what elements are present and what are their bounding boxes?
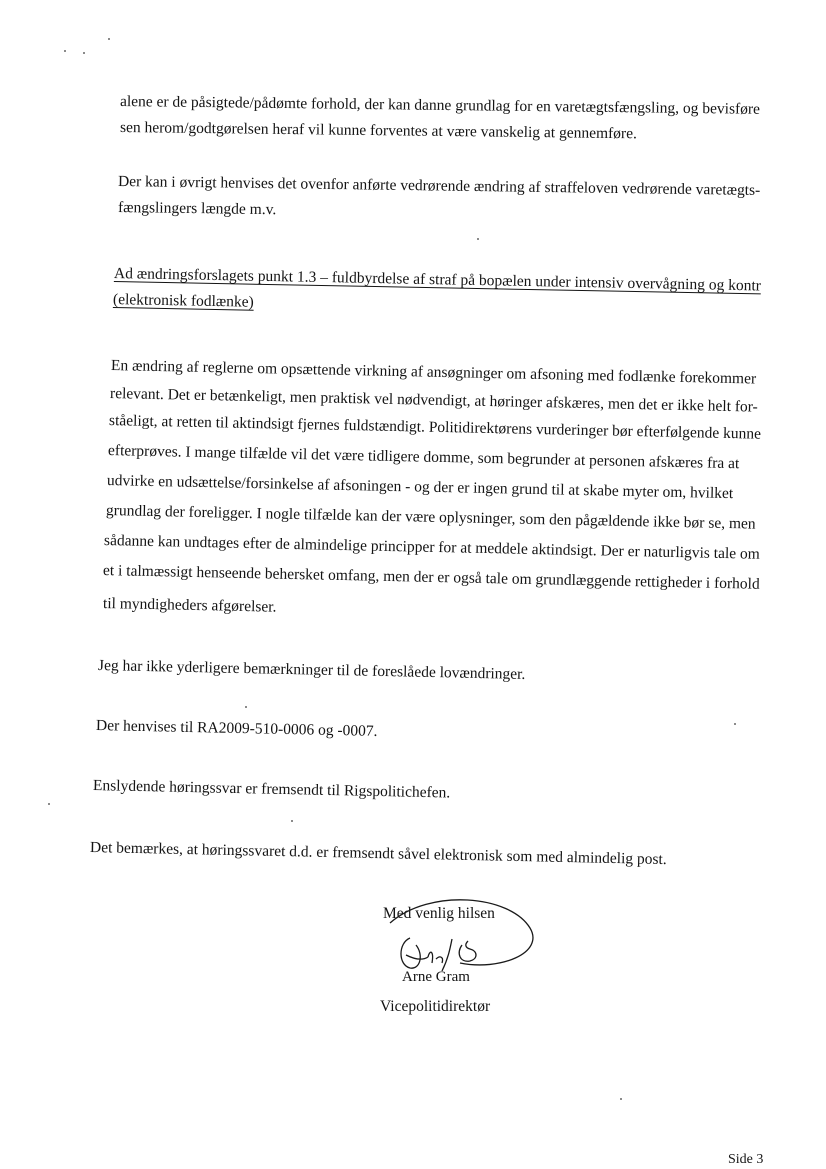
p3-line-8: et i talmæssigt henseende behersket omfang, men der er også tale om grundlæggende rettigheder i forhold [102, 562, 760, 593]
p3-line-7: sådanne kan undtages efter de almindelige principper for at meddele aktindsigt. Der er naturligvis tale om [103, 532, 760, 563]
scan-speck [245, 706, 247, 708]
p2-line-1: Der kan i øvrigt henvises det ovenfor anførte vedrørende ændring af straffeloven vedrørende varetægts- [117, 173, 761, 199]
p5-line: Der henvises til RA2009-510-0006 og -0007. [95, 717, 378, 740]
scan-speck [64, 50, 66, 52]
signatory-title: Vicepolitidirektør [380, 998, 491, 1015]
scan-speck [620, 1098, 622, 1100]
scan-speck [108, 38, 110, 40]
p1-line-2: sen herom/godtgørelsen heraf vil kunne forventes at være vanskelig at gennemføre. [119, 119, 638, 143]
p6-line: Enslydende høringssvar er fremsendt til Rigspolitichefen. [92, 777, 451, 802]
signatory-name: Arne Gram [402, 969, 470, 985]
p1-line-1: alene er de påsigtede/pådømte forhold, der kan danne grundlag for en varetægtsfængsling, og bevisføre [119, 93, 761, 118]
p3-line-4: efterprøves. I mange tilfælde vil det være tidligere domme, som begrunder at personen afskæres fra at [107, 442, 740, 473]
p7-line: Det bemærkes, at høringssvaret d.d. er fremsendt såvel elektronisk som med almindelig post. [89, 839, 667, 869]
scan-speck [734, 723, 736, 725]
scan-speck [291, 820, 293, 822]
p3-line-1: En ændring af reglerne om opsættende virkning af ansøgninger om afsoning med fodlænke forekommer [110, 357, 757, 388]
page-number: Side 3 [728, 1152, 764, 1167]
closing-greeting: Med venlig hilsen [383, 905, 495, 922]
p3-line-9: til myndigheders afgørelser. [102, 595, 277, 616]
scan-speck [83, 52, 85, 54]
section-heading-line-2: (elektronisk fodlænke) [112, 291, 254, 311]
p3-line-2: relevant. Det er betænkeligt, men praktisk vel nødvendigt, at høringer afskæres, men det er ikke helt for- [109, 385, 758, 416]
p4-line: Jeg har ikke yderligere bemærkninger til de foreslåede lovændringer. [97, 657, 526, 683]
p3-line-3: ståeligt, at retten til aktindsigt fjernes fuldstændigt. Politidirektørens vurderinger bør efterfølgende kunne [108, 412, 762, 443]
section-heading-line-1: Ad ændringsforslagets punkt 1.3 – fuldbyrdelse af straf på bopælen under intensiv overvågning og kontr [113, 265, 762, 295]
p3-line-5: udvirke en udsættelse/forsinkelse af afsoningen - og der er ingen grund til at skabe myter om, hvilket [106, 472, 734, 503]
p3-line-6: grundlag der foreligger. I nogle tilfælde kan der være oplysninger, som den pågældende ikke bør se, men [105, 502, 756, 533]
scan-speck [48, 803, 50, 805]
p2-line-2: fængslingers længde m.v. [117, 199, 277, 219]
scan-speck [477, 238, 479, 240]
